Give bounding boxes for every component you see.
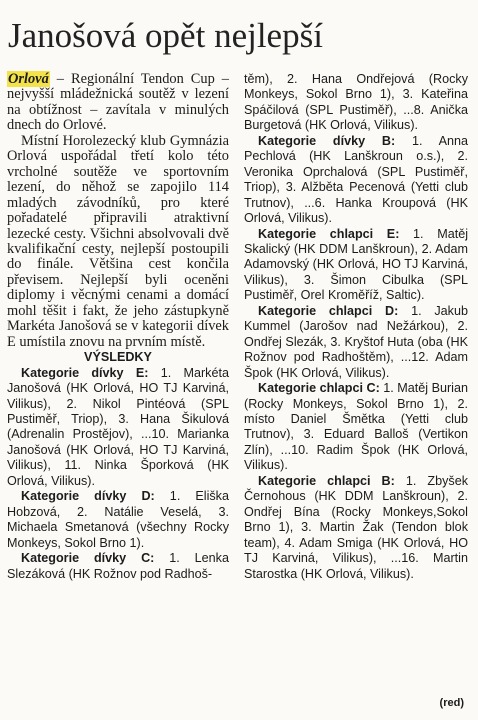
category-results: 1. Matěj Skalický (HK DDM Lanškroun), 2. Adam Adamovský (HK Orlová, HO TJ Karviná, Vilikus), 3. Šimon Cibulka (SPL Pustiměř, Orel Kroměříž, Saltic).	[244, 226, 468, 303]
category-results: 1. Markéta Janošová (HK Orlová, HO TJ Karviná, Vilikus), 2. Nikol Pintéová (SPL Pustiměř, Triop), 3. Hana Šikulová (Adrenalin Prostějov), ...10. Marianka Janošová (HK Orlová, HO TJ Karviná, Vilikus), 11. Ninka Šporková (HK Orlová, Vilikus).	[7, 365, 229, 488]
result-girls-c	[7, 551, 229, 582]
category-label: Kategorie dívky E:	[21, 365, 149, 380]
left-column	[7, 72, 229, 582]
category-label: Kategorie dívky D:	[21, 489, 155, 504]
dateline: Orlová	[8, 71, 49, 87]
category-label: Kategorie dívky B:	[258, 133, 396, 148]
category-results: 1. Anna Pechlová (HK Lanškroun o.s.), 2. Veronika Oprchalová (SPL Pustiměř, Triop), 3. Alžběta Pecenová (Yetti club Trutnov), ...6. Hanka Kroupová (HK Orlová, Vilikus).	[244, 133, 469, 226]
category-label: Kategorie chlapci D:	[258, 303, 399, 318]
result-girls-d	[7, 489, 229, 551]
category-results: 1. Eliška Hobzová, 2. Natálie Veselá, 3. Michaela Smetanová (všechny Rocky Monkeys, Sokol Brno 1).	[7, 489, 229, 550]
results-heading: VÝSLEDKY	[84, 350, 152, 365]
category-results: 1. Lenka Slezáková (HK Rožnov pod Radhoš-	[7, 551, 229, 581]
category-results: 1. Jakub Kummel (Jarošov nad Nežárkou), 2. Ondřej Slezák, 3. Kryštof Huta (oba (HK Rožnov pod Radhoštěm), ...12. Adam Špok (HK Orlová, Vilikus).	[244, 303, 468, 380]
category-results: 1. Matěj Burian (Rocky Monkeys, Sokol Brno 1), 2. místo Daniel Šmětka (Yetti club Trutnov), 3. Eduard Balloš (Vertikon Zlín), ...10. Radim Špok (HK Orlová, Vilikus).	[244, 381, 468, 473]
result-boys-d	[244, 304, 468, 381]
headline: Janošová opět nejlepší	[8, 16, 323, 55]
body-paragraph: Místní Horolezecký klub Gymnázia Orlová uspořádal třetí kolo této vrcholné soutěže ve sportovním lezení, do něhož se zapojilo 114 mladých závodníků, pro které pořadatelé připravili atraktivní lezecké cesty. Všichni absolvovali dvě kvalifikační cesty, nejlepší postoupili do finále. Většina cest končila převisem. Nejlepší byli oceněni diplomy i věcnými cenami a domácí mohl těšit i fakt, že jeho zástupkyně Markéta Janošová se v kategorii dívek E umístila znovu na prvním místě.	[7, 132, 229, 350]
intro-text: – Regionální Tendon Cup – nejvyšší mládežnická soutěž v lezení na obtížnost – zavítala v minulých dnech do Orlové.	[7, 71, 229, 134]
category-label: Kategorie chlapci B:	[258, 473, 395, 488]
category-label: Kategorie chlapci E:	[258, 226, 400, 241]
category-results: 1. Zbyšek Černohous (HK DDM Lanškroun), 2. Ondřej Bína (Rocky Monkeys,Sokol Brno 1), 3. Martin Žak (Tendon blok team), 4. Adam Smiga (HK Orlová, HO TJ Karviná, Vilikus), ...16. Martin Starostka (HK Orlová, Vilikus).	[244, 473, 468, 581]
author-byline: (red)	[439, 697, 464, 709]
category-label: Kategorie chlapci C:	[258, 381, 380, 396]
result-boys-e	[244, 227, 468, 304]
intro-paragraph	[7, 72, 229, 134]
result-boys-c	[244, 381, 468, 474]
category-label: Kategorie dívky C:	[21, 551, 155, 566]
result-girls-e	[7, 366, 229, 490]
result-girls-c-continued: těm), 2. Hana Ondřejová (Rocky Monkeys, Sokol Brno 1), 3. Kateřina Spáčilová (SPL Pustiměř), ...8. Anička Burgetová (HK Orlová, Vilikus).	[244, 72, 468, 133]
right-column	[244, 72, 468, 582]
result-girls-b	[244, 134, 468, 227]
result-boys-b	[244, 474, 468, 582]
